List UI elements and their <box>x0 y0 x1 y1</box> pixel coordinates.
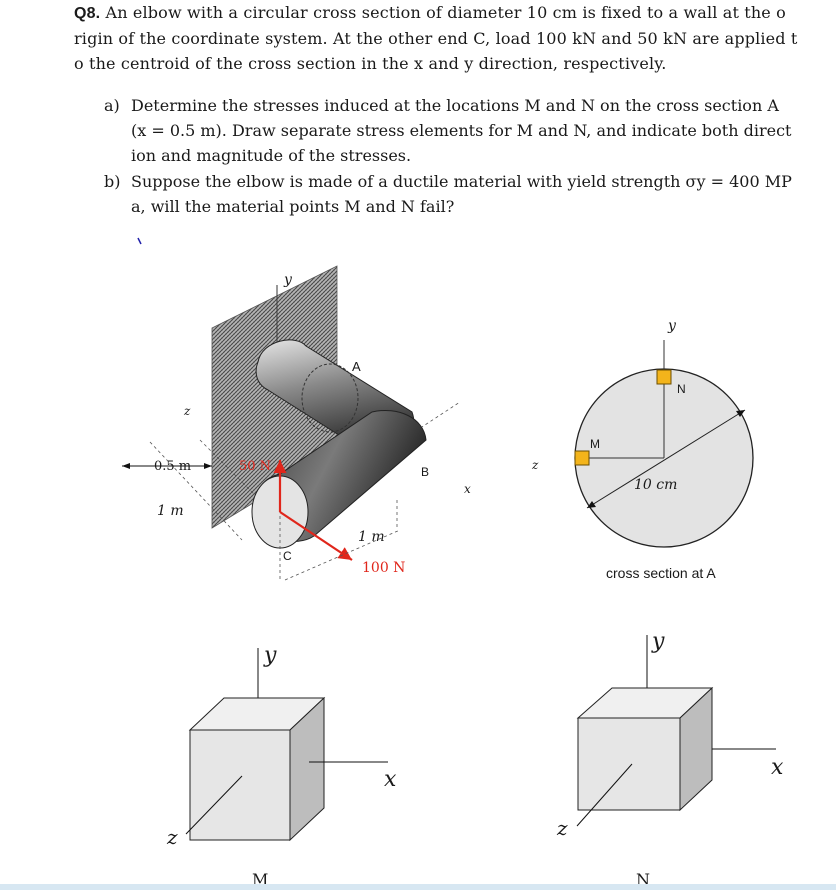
elbow-y-label: y <box>284 272 292 288</box>
stray-mark <box>138 238 141 244</box>
element-n-x-label: x <box>771 755 784 780</box>
elbow-figure <box>122 266 460 582</box>
question-line-3: o the centroid of the cross section in the x and y direction, respectively. <box>74 54 667 73</box>
cs-point-m-label: M <box>590 437 600 451</box>
point-n-marker <box>657 370 671 384</box>
elbow-x-label: x <box>464 482 471 496</box>
element-n-front <box>578 718 680 810</box>
part-b-line-1: Suppose the elbow is made of a ductile material with yield strength σy = 400 MP <box>131 172 792 191</box>
question-line-1: An elbow with a circular cross section of diameter 10 cm is fixed to a wall at the o <box>105 3 786 22</box>
element-m-z-label: z <box>167 825 178 849</box>
dim-one-bottom-label: 1 m <box>358 529 385 545</box>
elbow-point-b: B <box>421 465 430 479</box>
load-y-label: 50 N <box>239 459 272 474</box>
element-n-y-label: y <box>652 629 665 654</box>
bottom-scroll-bar[interactable] <box>0 884 836 890</box>
element-n-z-label: z <box>557 816 568 840</box>
cs-point-n-label: N <box>677 382 686 396</box>
elbow-point-a: A <box>352 359 361 374</box>
element-n-label: N <box>636 872 650 884</box>
elbow-point-c: C <box>283 549 292 563</box>
elbow-z-label: z <box>184 404 191 418</box>
cs-caption: cross section at A <box>606 565 716 581</box>
dim-one-left-label: 1 m <box>157 503 184 519</box>
part-a-line-2: (x = 0.5 m). Draw separate stress elements for M and N, and indicate both direct <box>131 121 792 140</box>
question-line-2: rigin of the coordinate system. At the other end C, load 100 kN and 50 kN are applied t <box>74 29 798 48</box>
question-number: Q8. <box>74 5 101 22</box>
part-a-line-3: ion and magnitude of the stresses. <box>131 146 412 165</box>
cs-y-label: y <box>668 318 676 334</box>
cs-diameter-label: 10 cm <box>634 477 678 493</box>
element-m-x-label: x <box>384 767 397 792</box>
element-m-label: M <box>252 872 269 884</box>
point-m-marker <box>575 451 589 465</box>
stress-element-n <box>577 635 776 826</box>
part-b-line-2: a, will the material points M and N fail? <box>131 197 455 216</box>
element-m-y-label: y <box>264 643 277 668</box>
cross-section-figure <box>575 340 753 547</box>
part-a-line-1: Determine the stresses induced at the locations M and N on the cross section A <box>131 96 779 115</box>
part-a-label: a) <box>104 96 120 115</box>
part-b-label: b) <box>104 172 121 191</box>
cs-z-label: z <box>532 458 539 472</box>
dim-half-label: 0.5 m <box>154 459 192 474</box>
stress-element-m <box>186 648 388 840</box>
load-x-label: 100 N <box>362 560 406 576</box>
element-m-front <box>190 730 290 840</box>
